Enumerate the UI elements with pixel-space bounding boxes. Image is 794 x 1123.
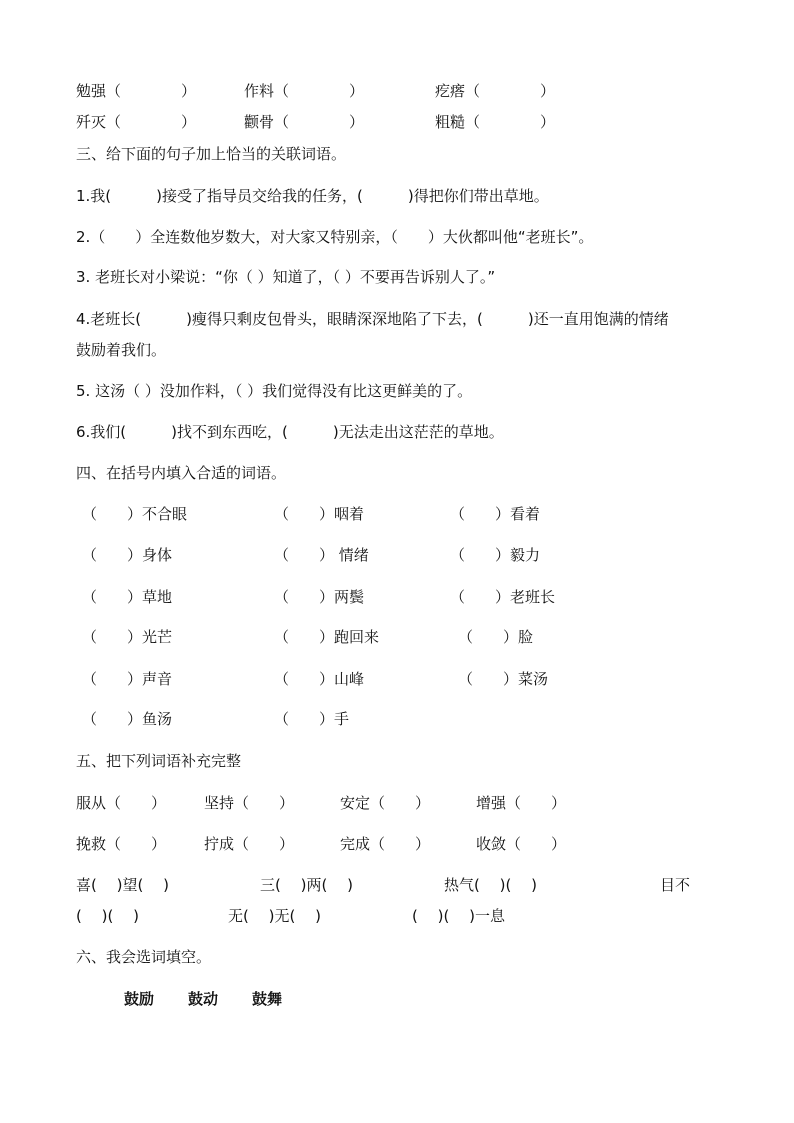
word-item: 勉强（ ） (76, 82, 197, 100)
phrase-item: （ ）跑回来 (274, 628, 380, 646)
sentence-item: 5. 这汤（ ）没加作料，（ ）我们觉得没有比这更鲜美的了。 (76, 382, 473, 400)
sentence-item: 鼓励着我们。 (76, 341, 167, 359)
word-item: 歼灭（ ） (76, 113, 197, 131)
sentence-item: 2.（ ）全连数他岁数大，对大家又特别亲，（ ）大伙都叫他“老班长”。 (76, 228, 594, 246)
choice-word: 鼓舞 (252, 990, 283, 1008)
word-item: 粗糙（ ） (435, 113, 556, 131)
sentence-item: 3. 老班长对小梁说：“你（ ）知道了，（ ）不要再告诉别人了。” (76, 268, 496, 286)
idiom-item: 三( )两( ) (260, 876, 353, 894)
phrase-item: （ ） 情绪 (274, 546, 369, 564)
idiom-item: ( )( )一息 (412, 907, 505, 925)
section5-heading: 五、把下列词语补充完整 (76, 752, 242, 770)
word-item: 安定（ ） (340, 794, 431, 812)
phrase-item: （ ）草地 (82, 588, 173, 606)
phrase-item: （ ）两鬓 (274, 588, 365, 606)
word-item: 收敛（ ） (476, 835, 567, 853)
word-item: 拧成（ ） (204, 835, 295, 853)
phrase-item: （ ）看着 (450, 505, 541, 523)
word-item: 颧骨（ ） (244, 113, 365, 131)
sentence-item: 4.老班长( )瘦得只剩皮包骨头，眼睛深深地陷了下去，( )还一直用饱满的情绪 (76, 310, 669, 328)
choice-word: 鼓动 (188, 990, 219, 1008)
idiom-item: 目不 (660, 876, 691, 894)
idiom-item: 无( )无( ) (228, 907, 321, 925)
section6-heading: 六、我会选词填空。 (76, 948, 212, 966)
phrase-item: （ ）老班长 (450, 588, 556, 606)
idiom-item: 热气( )( ) (444, 876, 537, 894)
word-item: 服从（ ） (76, 794, 167, 812)
sentence-item: 6.我们( )找不到东西吃，( )无法走出这茫茫的草地。 (76, 423, 504, 441)
phrase-item: （ ）咽着 (274, 505, 365, 523)
word-item: 完成（ ） (340, 835, 431, 853)
word-item: 坚持（ ） (204, 794, 295, 812)
phrase-item: （ ）不合眼 (82, 505, 188, 523)
phrase-item: （ ）脸 (458, 628, 534, 646)
word-item: 作料（ ） (244, 82, 365, 100)
phrase-item: （ ）身体 (82, 546, 173, 564)
idiom-item: ( )( ) (76, 907, 139, 925)
word-item: 增强（ ） (476, 794, 567, 812)
phrase-item: （ ）鱼汤 (82, 710, 173, 728)
phrase-item: （ ）毅力 (450, 546, 541, 564)
sentence-item: 1.我( )接受了指导员交给我的任务，( )得把你们带出草地。 (76, 187, 549, 205)
phrase-item: （ ）山峰 (274, 670, 365, 688)
word-item: 挽救（ ） (76, 835, 167, 853)
phrase-item: （ ）光芒 (82, 628, 173, 646)
phrase-item: （ ）菜汤 (458, 670, 549, 688)
choice-word: 鼓励 (124, 990, 155, 1008)
word-item: 疙瘩（ ） (435, 82, 556, 100)
phrase-item: （ ）声音 (82, 670, 173, 688)
section4-heading: 四、在括号内填入合适的词语。 (76, 464, 287, 482)
idiom-item: 喜( )望( ) (76, 876, 169, 894)
phrase-item: （ ）手 (274, 710, 350, 728)
section3-heading: 三、给下面的句子加上恰当的关联词语。 (76, 145, 347, 163)
